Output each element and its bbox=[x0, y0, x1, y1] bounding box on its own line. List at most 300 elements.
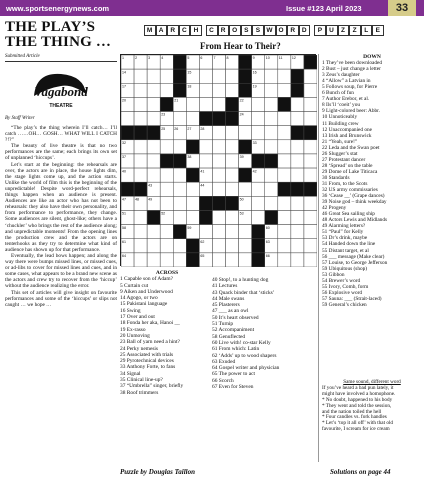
grid-cell bbox=[226, 112, 239, 126]
clue-item: 2 Bust – just change a letter bbox=[322, 66, 381, 73]
grid-cell bbox=[239, 69, 252, 83]
grid-cell bbox=[212, 196, 225, 210]
grid-cell bbox=[134, 140, 147, 154]
paragraph: Eventually, the lead bows happen; and along the way there were bumps missed lines, or missed cues, or ad-libs to cover for missed lines and cues, and in some cases, what appears to be a brand new scene as the actors and crew try to recover from the ‘hiccup’ without the audience realizing the error. bbox=[5, 252, 117, 290]
grid-cell bbox=[160, 253, 173, 267]
grid-cell bbox=[252, 112, 265, 126]
grid-cell bbox=[173, 239, 186, 253]
grid-cell bbox=[265, 168, 278, 182]
grid-cell bbox=[212, 69, 225, 83]
heading-letter-box: Z bbox=[349, 25, 361, 36]
grid-cell bbox=[147, 225, 160, 239]
clue-item: 59 Ubiquitous (shop) bbox=[322, 265, 368, 272]
grid-cell bbox=[304, 225, 317, 239]
cell-number: 62 bbox=[200, 239, 205, 244]
grid-cell bbox=[252, 253, 265, 267]
grid-cell bbox=[199, 140, 212, 154]
cell-number: 28 bbox=[200, 126, 205, 131]
cell-number: 53 bbox=[239, 211, 244, 216]
grid-cell bbox=[304, 140, 317, 154]
clue-item: 54 Brewer’s word bbox=[322, 277, 361, 284]
vagabond-theatre-logo bbox=[26, 66, 96, 112]
clue-item: 52 Accompaniment bbox=[212, 327, 255, 334]
grid-cell bbox=[199, 210, 212, 224]
grid-cell bbox=[304, 97, 317, 111]
grid-cell bbox=[304, 168, 317, 182]
across-clues-continued bbox=[212, 277, 312, 390]
cell-number: 6 bbox=[200, 56, 203, 61]
grid-cell bbox=[278, 239, 291, 253]
cell-number: 14 bbox=[122, 70, 126, 75]
clue-item: 28 ‘Spread’ on the table bbox=[322, 162, 373, 169]
cell-number: 5 bbox=[187, 56, 190, 61]
grid-cell bbox=[291, 83, 304, 97]
heading-letter-box: R bbox=[287, 25, 299, 36]
clue-item: If you’ve heard a bad pun lately, it bbox=[322, 384, 394, 391]
cell-number: 24 bbox=[239, 112, 244, 117]
clue-item: 58 Genuflected bbox=[212, 333, 246, 340]
grid-cell bbox=[134, 182, 147, 196]
cell-number: 20 bbox=[122, 98, 126, 103]
clue-item: favourite, I scream for ice cream bbox=[322, 426, 390, 433]
cell-number: 63 bbox=[265, 239, 270, 244]
clue-item: 15 Pakistani language bbox=[120, 301, 168, 308]
grid-cell bbox=[226, 210, 239, 224]
site-url[interactable]: www.sportsenergynews.com bbox=[6, 4, 110, 13]
grid-cell bbox=[212, 253, 225, 267]
clue-item: 49 Alarming letters? bbox=[322, 223, 366, 230]
grid-cell bbox=[160, 225, 173, 239]
puzzle-heading-letters bbox=[144, 25, 384, 36]
clue-item: 44 Male swans bbox=[212, 295, 245, 302]
grid-cell bbox=[147, 83, 160, 97]
grid-cell bbox=[291, 97, 304, 111]
grid-cell bbox=[278, 140, 291, 154]
grid-cell bbox=[291, 225, 304, 239]
grid-cell bbox=[265, 196, 278, 210]
grid-cell bbox=[121, 126, 134, 140]
puzzle-credit: Puzzle by Douglas Taillon bbox=[120, 468, 196, 476]
cell-number: 3 bbox=[148, 56, 151, 61]
grid-cell bbox=[304, 182, 317, 196]
cell-number: 15 bbox=[187, 70, 192, 75]
grid-cell bbox=[278, 182, 291, 196]
grid-cell bbox=[291, 126, 304, 140]
clue-item: 6 Bunch of fun bbox=[322, 90, 354, 97]
grid-cell bbox=[265, 154, 278, 168]
grid-cell bbox=[160, 239, 173, 253]
grid-cell bbox=[291, 253, 304, 267]
title-line-2: THE THING … bbox=[5, 34, 112, 50]
grid-cell bbox=[160, 182, 173, 196]
grid-cell bbox=[160, 168, 173, 182]
grid-cell bbox=[291, 69, 304, 83]
cell-number: 10 bbox=[265, 56, 270, 61]
clue-item: 30 Standards bbox=[322, 174, 350, 181]
clue-item: 37 “Umbrella” singer, briefly bbox=[120, 383, 184, 390]
heading-letter-box: W bbox=[264, 25, 276, 36]
grid-cell bbox=[304, 55, 317, 69]
cell-number: 61 bbox=[122, 239, 126, 244]
cell-number: 32 bbox=[122, 141, 126, 145]
clue-item: 1 They’ve been downloaded bbox=[322, 60, 383, 67]
grid-cell bbox=[212, 239, 225, 253]
grid-cell bbox=[186, 97, 199, 111]
grid-cell bbox=[239, 140, 252, 154]
grid-cell bbox=[199, 83, 212, 97]
grid-cell bbox=[199, 69, 212, 83]
grid-cell bbox=[173, 140, 186, 154]
clue-item: 42 Progeny bbox=[322, 205, 347, 212]
cell-number: 40 bbox=[122, 169, 126, 174]
clue-item: 64 Gospel writer and physician bbox=[212, 365, 280, 372]
clue-item: 33 Anthony Forte, to fans bbox=[120, 364, 176, 371]
grid-cell bbox=[291, 239, 304, 253]
grid-cell bbox=[291, 196, 304, 210]
grid-cell bbox=[121, 112, 134, 126]
clue-item: 35 Clinical line-up? bbox=[120, 377, 163, 384]
heading-letter-box: S bbox=[241, 25, 253, 36]
grid-cell bbox=[134, 154, 147, 168]
cell-number: 60 bbox=[265, 225, 270, 230]
clue-item: 51 “Paul” for Kelly bbox=[322, 229, 364, 236]
grid-cell bbox=[252, 210, 265, 224]
grid-cell bbox=[265, 69, 278, 83]
grid-cell bbox=[291, 154, 304, 168]
grid-cell bbox=[265, 182, 278, 196]
grid-cell bbox=[304, 196, 317, 210]
grid-cell bbox=[173, 196, 186, 210]
grid-cell bbox=[226, 239, 239, 253]
clue-item: 21 “Yeah, sure!” bbox=[322, 138, 358, 145]
grid-cell bbox=[278, 112, 291, 126]
grid-cell bbox=[239, 253, 252, 267]
clue-item: 36 ‘Cease __’ (Grape dances) bbox=[322, 193, 385, 200]
heading-letter-box: Z bbox=[338, 25, 350, 36]
grid-cell bbox=[147, 239, 160, 253]
cell-number: 39 bbox=[239, 155, 244, 160]
down-clues bbox=[322, 54, 422, 308]
clue-item: * They went and told the session, bbox=[322, 402, 392, 409]
grid-cell bbox=[226, 253, 239, 267]
grid-cell bbox=[278, 196, 291, 210]
clue-item: 27 Protestant dancer bbox=[322, 156, 366, 163]
grid-cell bbox=[186, 140, 199, 154]
cell-number: 41 bbox=[200, 169, 205, 174]
heading-letter-box: R bbox=[218, 25, 230, 36]
grid-cell bbox=[212, 126, 225, 140]
heading-letter-box: U bbox=[326, 25, 338, 36]
cell-number: 1 bbox=[122, 56, 124, 61]
grid-cell bbox=[278, 83, 291, 97]
logo-word: Vagabond bbox=[34, 84, 88, 99]
clue-item: 3 Zeus’s daughter bbox=[322, 72, 360, 79]
cell-number: 7 bbox=[213, 56, 216, 61]
grid-cell bbox=[252, 182, 265, 196]
clue-item: 57 Louise, to George Jefferson bbox=[322, 259, 388, 266]
grid-cell bbox=[265, 83, 278, 97]
cell-number: 18 bbox=[187, 84, 192, 89]
grid-cell bbox=[134, 210, 147, 224]
heading-letter-box: H bbox=[190, 25, 202, 36]
cell-number: 23 bbox=[161, 112, 166, 117]
cell-number: 52 bbox=[161, 211, 166, 216]
clue-item: 9 Light-colored beer: Abbr. bbox=[322, 108, 380, 115]
clue-item: 53 Gibbon bbox=[322, 271, 345, 278]
cell-number: 16 bbox=[252, 70, 257, 75]
grid-cell bbox=[278, 210, 291, 224]
clue-item: 26 Slugger’s stat bbox=[322, 150, 358, 157]
grid-cell bbox=[147, 210, 160, 224]
grid-cell bbox=[212, 225, 225, 239]
cell-number: 2 bbox=[135, 56, 138, 61]
cell-number: 50 bbox=[239, 197, 244, 202]
cell-number: 37 bbox=[122, 155, 126, 160]
cell-number: 26 bbox=[174, 126, 179, 131]
grid-cell bbox=[252, 154, 265, 168]
grid-cell bbox=[134, 239, 147, 253]
byline: By Staff Writer bbox=[5, 116, 35, 121]
note-title: Same sound, different word bbox=[343, 379, 401, 385]
clue-item: 39 Noise god – think weekday bbox=[322, 199, 387, 206]
grid-cell bbox=[278, 253, 291, 267]
clue-item: 50 It’s heart observed bbox=[212, 314, 259, 321]
grid-cell bbox=[212, 97, 225, 111]
grid-cell bbox=[173, 112, 186, 126]
grid-cell bbox=[252, 196, 265, 210]
cell-number: 49 bbox=[148, 197, 153, 202]
grid-cell bbox=[278, 168, 291, 182]
grid-cell bbox=[252, 225, 265, 239]
clue-item: 61 From which: Latin bbox=[212, 346, 260, 353]
heading-letter-box: L bbox=[361, 25, 373, 36]
grid-cell bbox=[291, 168, 304, 182]
grid-cell bbox=[239, 239, 252, 253]
grid-cell bbox=[134, 126, 147, 140]
homophone-note bbox=[322, 380, 422, 433]
cell-number: 51 bbox=[122, 211, 126, 216]
grid-cell bbox=[134, 83, 147, 97]
cell-number: 33 bbox=[252, 141, 257, 145]
grid-cell bbox=[278, 97, 291, 111]
grid-cell bbox=[304, 69, 317, 83]
heading-letter-box: O bbox=[229, 25, 241, 36]
grid-cell bbox=[239, 126, 252, 140]
grid-cell bbox=[278, 69, 291, 83]
cell-number: 8 bbox=[226, 56, 229, 61]
solutions-note: Solutions on page 44 bbox=[330, 468, 391, 476]
grid-cell bbox=[239, 168, 252, 182]
article-column bbox=[5, 20, 117, 308]
grid-cell bbox=[304, 253, 317, 267]
heading-letter-box: P bbox=[314, 25, 326, 36]
clue-item: 16 Swing bbox=[120, 307, 141, 314]
grid-cell bbox=[173, 69, 186, 83]
clue-item: 46 Great Sea sailing ship bbox=[322, 211, 375, 218]
grid-cell bbox=[186, 182, 199, 196]
clue-item: 13 Irish and Brunswick bbox=[322, 132, 372, 139]
grid-cell bbox=[226, 140, 239, 154]
clue-item: 48 Actors Lewis and Midlands bbox=[322, 217, 388, 224]
clue-item: 66 Scorch bbox=[212, 377, 234, 384]
crossword-grid[interactable] bbox=[120, 54, 316, 266]
grid-cell bbox=[212, 168, 225, 182]
cell-number: 4 bbox=[161, 56, 164, 61]
down-heading: DOWN bbox=[363, 54, 381, 60]
grid-cell bbox=[265, 112, 278, 126]
grid-cell bbox=[134, 253, 147, 267]
clue-item: 23 Ball of yarn need a hint? bbox=[120, 339, 180, 346]
grid-cell bbox=[291, 112, 304, 126]
clue-item: 67 Even for Steven bbox=[212, 384, 254, 391]
title-line-1: THE PLAY’S bbox=[5, 19, 96, 35]
grid-cell bbox=[239, 83, 252, 97]
paragraph: The beauty of live theatre is that no two performances are the same; each brings its own set of unplanned ‘hiccups’. bbox=[5, 143, 117, 162]
clue-item: 38 Roof trimmers bbox=[120, 389, 159, 396]
crossword-svg[interactable] bbox=[121, 55, 317, 267]
cell-number: 38 bbox=[187, 155, 192, 160]
grid-cell bbox=[265, 97, 278, 111]
submitted-label: Submitted Article bbox=[5, 54, 117, 62]
article-body bbox=[5, 125, 117, 308]
grid-cell bbox=[147, 154, 160, 168]
clue-item: 9 Aiken and Underwood bbox=[120, 288, 173, 295]
grid-cell bbox=[173, 154, 186, 168]
clue-item: 43 Quack binder that ‘sticks’ bbox=[212, 289, 275, 296]
grid-cell bbox=[121, 182, 134, 196]
cell-number: 22 bbox=[239, 98, 244, 103]
heading-letter-box: O bbox=[276, 25, 288, 36]
article-title bbox=[5, 20, 117, 50]
clue-item: 19 Ex-rasso bbox=[120, 326, 146, 333]
grid-cell bbox=[239, 182, 252, 196]
grid-cell bbox=[160, 140, 173, 154]
clue-item: 14 Agogo, or two bbox=[120, 295, 158, 302]
cell-number: 66 bbox=[265, 254, 270, 259]
clue-item: 60 Live with! co-star Kelly bbox=[212, 339, 271, 346]
grid-cell bbox=[199, 196, 212, 210]
grid-cell bbox=[226, 69, 239, 83]
grid-cell bbox=[239, 55, 252, 69]
clue-item: and the nation toiled the hell bbox=[322, 408, 382, 415]
clue-item: 40 Stop!, to a hunting dog bbox=[212, 277, 269, 283]
heading-letter-box: A bbox=[156, 25, 168, 36]
heading-letter-box: D bbox=[299, 25, 311, 36]
across-clues bbox=[120, 270, 214, 396]
clue-item: 41 Lectures bbox=[212, 283, 238, 290]
clue-item: 12 Unaccompanied one bbox=[322, 126, 373, 133]
cell-number: 65 bbox=[200, 254, 205, 259]
grid-cell bbox=[212, 182, 225, 196]
clue-item: 53 Dr’s drink, maybe bbox=[322, 235, 368, 242]
grid-cell bbox=[147, 69, 160, 83]
grid-cell bbox=[304, 239, 317, 253]
clue-item: 54 Handed down the line bbox=[322, 241, 376, 248]
cell-number: 64 bbox=[122, 254, 126, 259]
clue-item: 22 Leda and the Swan poet bbox=[322, 144, 380, 151]
grid-cell bbox=[226, 83, 239, 97]
grid-cell bbox=[186, 196, 199, 210]
grid-cell bbox=[226, 182, 239, 196]
clue-item: 20 Unmoving bbox=[120, 332, 150, 339]
grid-cell bbox=[252, 239, 265, 253]
clue-item: 5 Follows soup, for Pierre bbox=[322, 84, 378, 91]
cell-number: 44 bbox=[200, 183, 205, 188]
grid-cell bbox=[226, 225, 239, 239]
clue-item: 4 “Allow” a Latvian in bbox=[322, 78, 371, 85]
clue-item: 25 Associated with trials bbox=[120, 351, 174, 358]
heading-letter-box: M bbox=[144, 25, 156, 36]
grid-cell bbox=[212, 83, 225, 97]
svg-text:THEATRE: THEATRE bbox=[49, 103, 73, 109]
grid-cell bbox=[147, 112, 160, 126]
page-number: 33 bbox=[388, 0, 416, 16]
grid-cell bbox=[199, 225, 212, 239]
grid-cell bbox=[291, 210, 304, 224]
grid-cell bbox=[173, 182, 186, 196]
cell-number: 17 bbox=[122, 84, 126, 89]
grid-cell bbox=[134, 168, 147, 182]
grid-cell bbox=[173, 83, 186, 97]
grid-cell bbox=[134, 69, 147, 83]
across-heading: ACROSS bbox=[155, 270, 179, 276]
grid-cell bbox=[147, 253, 160, 267]
clue-item: 59 General’s chicken bbox=[322, 301, 367, 308]
clue-item: 55 Distant target, et al bbox=[322, 247, 369, 254]
heading-letter-box: R bbox=[167, 25, 179, 36]
cell-number: 43 bbox=[148, 183, 153, 188]
grid-cell bbox=[134, 112, 147, 126]
grid-cell bbox=[160, 154, 173, 168]
paragraph: Let’s start at the beginning: the rehearsals are over, the actors are in place, the house lights dim, the stage lights come up, and the action starts. Unlike the world of film this is the beginning of the unpredictable! Despite word-perfect rehearsals, things happen when an audience is present. Audiences are like an actor who has not been to rehearsals: they also have their own personality, and from performance to performance, they change. Some audiences are silent, ghost-like; others have a ‘chuckler’ who brings the rest of the audience along; and unpredictable moments! From the opening lines the production crew and the actors are on tenterhooks as they try to determine what kind of audience has shown up for that performance. bbox=[5, 161, 117, 253]
clue-item: 65 The power to act bbox=[212, 371, 256, 378]
grid-cell bbox=[147, 140, 160, 154]
clue-item: 45 Plasterers bbox=[212, 302, 240, 309]
cell-number: 27 bbox=[187, 126, 192, 131]
clue-item: 56 ___ message (Make clear) bbox=[322, 253, 385, 260]
grid-cell bbox=[134, 225, 147, 239]
grid-cell bbox=[160, 69, 173, 83]
heading-letter-box: E bbox=[372, 25, 384, 36]
grid-cell bbox=[199, 97, 212, 111]
grid-cell bbox=[304, 126, 317, 140]
grid-cell bbox=[212, 112, 225, 126]
clue-item: might have involved a homophone. bbox=[322, 390, 396, 397]
grid-cell bbox=[173, 253, 186, 267]
grid-cell bbox=[186, 112, 199, 126]
grid-cell bbox=[186, 210, 199, 224]
grid-cell bbox=[252, 126, 265, 140]
grid-cell bbox=[173, 225, 186, 239]
grid-cell bbox=[173, 168, 186, 182]
grid-cell bbox=[186, 239, 199, 253]
grid-cell bbox=[304, 83, 317, 97]
paragraph: “The play’s the thing wherein I’ll catch… I’ll catch ……OH… GOSH… WHAT WILL I CATCH ?!?” bbox=[5, 125, 117, 144]
grid-cell bbox=[212, 210, 225, 224]
column-divider bbox=[318, 54, 319, 462]
clue-item: 57 Sauna: ___ (Strait-laced) bbox=[322, 295, 382, 302]
cell-number: 12 bbox=[291, 56, 296, 61]
grid-cell bbox=[252, 97, 265, 111]
grid-cell bbox=[265, 210, 278, 224]
clue-item: 29 Dome of Lake Titicaca bbox=[322, 168, 378, 175]
grid-cell bbox=[291, 182, 304, 196]
grid-cell bbox=[160, 97, 173, 111]
grid-cell bbox=[226, 168, 239, 182]
grid-cell bbox=[212, 154, 225, 168]
cell-number: 59 bbox=[187, 225, 192, 230]
clue-item: 7 Author Erebor, et al. bbox=[322, 96, 370, 103]
